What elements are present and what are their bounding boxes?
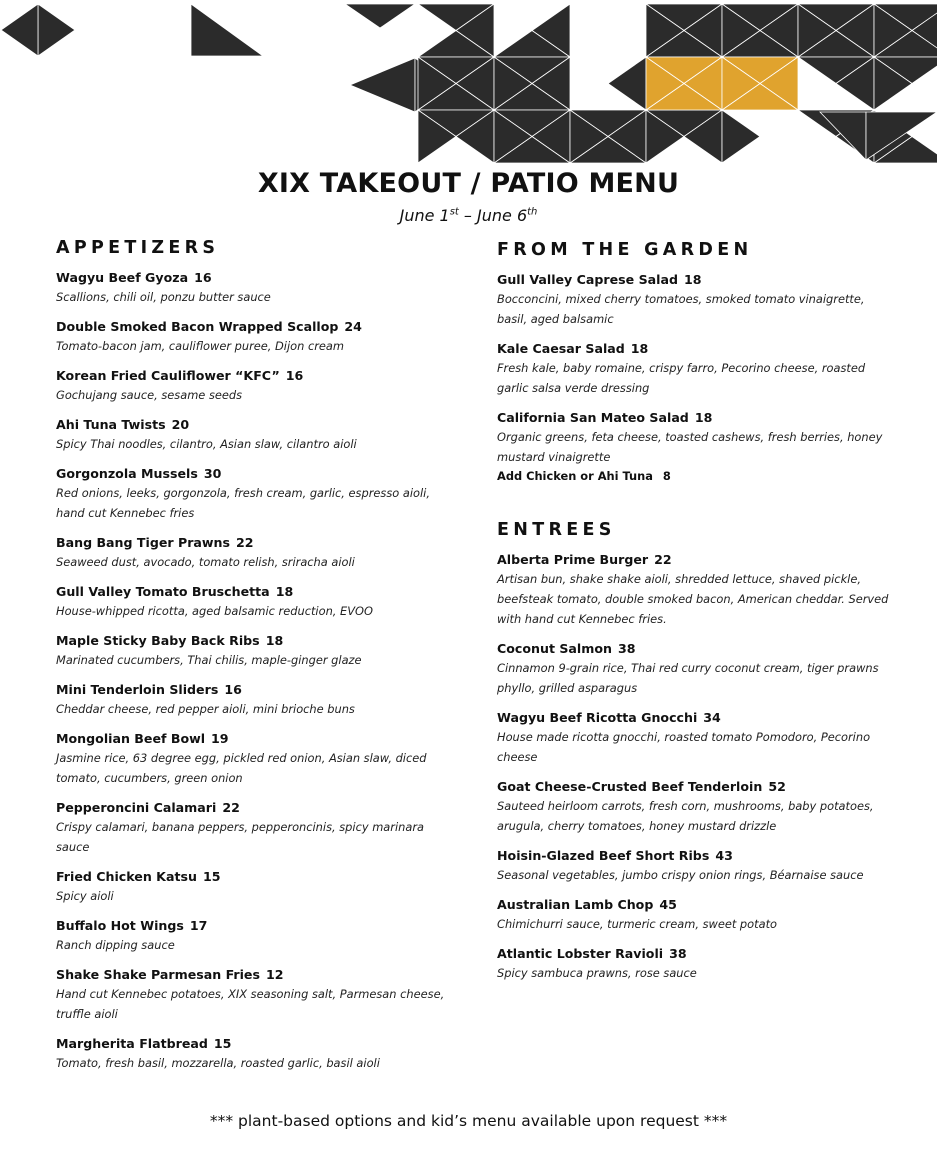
- section-heading-garden: FROM THE GARDEN: [497, 240, 753, 260]
- menu-item-name: Wagyu Beef Gyoza: [56, 270, 189, 285]
- menu-item-description: Ranch dipping sauce: [56, 938, 175, 952]
- menu-item-price: 22: [222, 800, 240, 815]
- menu-item-description: Jasmine rice, 63 degree egg, pickled red onion, Asian slaw, diced tomato, cucumbers, green onion: [56, 751, 427, 785]
- menu-item-price: 34: [703, 710, 721, 725]
- end-date: June 6: [477, 206, 528, 225]
- menu-item-name: Atlantic Lobster Ravioli: [497, 946, 664, 961]
- menu-item: [497, 778, 897, 836]
- menu-item: [56, 465, 456, 523]
- menu-item-title-line: [56, 534, 456, 552]
- menu-item: [56, 632, 456, 670]
- menu-item-description: Tomato-bacon jam, cauliflower puree, Dijon cream: [56, 339, 344, 353]
- addon-label: Add Chicken or Ahi Tuna: [497, 469, 653, 483]
- menu-title: XIX TAKEOUT / PATIO MENU: [257, 168, 680, 199]
- menu-item-title-line: [56, 1035, 456, 1053]
- menu-item-price: 18: [630, 341, 649, 356]
- footer-note: *** plant-based options and kid’s menu available upon request ***: [209, 1112, 728, 1130]
- menu-item-price: 19: [211, 731, 229, 746]
- menu-item-price: 45: [659, 897, 677, 912]
- start-date-suffix: st: [449, 206, 459, 218]
- menu-item-name: Maple Sticky Baby Back Ribs: [56, 633, 260, 648]
- menu-item-description: Seasonal vegetables, jumbo crispy onion rings, Béarnaise sauce: [497, 868, 864, 882]
- menu-item-description: Bocconcini, mixed cherry tomatoes, smoked tomato vinaigrette, basil, aged balsamic: [497, 292, 865, 326]
- menu-item-title-line: [497, 945, 897, 963]
- menu-item-description: Sauteed heirloom carrots, fresh corn, mushrooms, baby potatoes, arugula, cherry tomatoes, honey mustard drizzle: [497, 799, 874, 833]
- date-separator: –: [458, 206, 478, 225]
- menu-item-name: Bang Bang Tiger Prawns: [56, 535, 231, 550]
- section-heading-entrees: ENTREES: [497, 520, 616, 540]
- menu-item-description: Gochujang sauce, sesame seeds: [56, 388, 243, 402]
- menu-item-name: Double Smoked Bacon Wrapped Scallop: [56, 319, 339, 334]
- menu-item: [497, 709, 897, 767]
- menu-item-price: 17: [189, 918, 208, 933]
- menu-item-name: Margherita Flatbread: [56, 1036, 208, 1051]
- menu-item-name: Goat Cheese-Crusted Beef Tenderloin: [497, 779, 763, 794]
- menu-item-price: 16: [194, 270, 212, 285]
- menu-item-price: 12: [265, 967, 284, 982]
- menu-item: [56, 269, 456, 307]
- menu-item-description: Crispy calamari, banana peppers, pepperoncinis, spicy marinara sauce: [56, 820, 424, 854]
- menu-item-name: California San Mateo Salad: [497, 410, 689, 425]
- menu-item-name: Buffalo Hot Wings: [56, 918, 184, 933]
- menu-item-name: Gorgonzola Mussels: [56, 466, 198, 481]
- menu-item-description: Scallions, chili oil, ponzu butter sauce: [56, 290, 271, 304]
- menu-item-name: Hoisin-Glazed Beef Short Ribs: [497, 848, 710, 863]
- menu-item: [56, 868, 456, 906]
- menu-item-price: 24: [344, 319, 362, 334]
- menu-item: [497, 640, 897, 698]
- menu-item: [497, 896, 897, 934]
- decorative-triangle: [1, 4, 38, 56]
- menu-item-title-line: [56, 681, 456, 699]
- left-column: [56, 237, 456, 1073]
- menu-item: [56, 583, 456, 621]
- menu-item-price: 43: [715, 848, 733, 863]
- menu-item-name: Gull Valley Caprese Salad: [497, 272, 678, 287]
- menu-item: [56, 318, 456, 356]
- decorative-triangle: [722, 110, 760, 163]
- menu-dates: [0, 206, 937, 225]
- decorative-triangle: [820, 112, 866, 160]
- menu-item: [497, 409, 897, 467]
- menu-item-name: Fried Chicken Katsu: [56, 869, 197, 884]
- menu-item: [56, 367, 456, 405]
- menu-item: [56, 917, 456, 955]
- menu-item-price: 52: [768, 779, 786, 794]
- decorative-triangle: [608, 57, 646, 110]
- garden-list: [497, 271, 897, 467]
- menu-item-name: Korean Fried Cauliflower “KFC”: [56, 368, 280, 383]
- menu-item-price: 15: [213, 1036, 232, 1051]
- menu-item: [56, 799, 456, 857]
- menu-item-title-line: [56, 318, 456, 336]
- menu-item-name: Gull Valley Tomato Bruschetta: [56, 584, 270, 599]
- menu-item-title-line: [56, 730, 456, 748]
- menu-item-description: Cinnamon 9-grain rice, Thai red curry coconut cream, tiger prawns phyllo, grilled asparagus: [497, 661, 879, 695]
- menu-item-title-line: [497, 640, 897, 658]
- menu-item-title-line: [56, 583, 456, 601]
- menu-item: [497, 945, 897, 983]
- menu-item-title-line: [497, 340, 897, 358]
- menu-item-price: 15: [202, 869, 221, 884]
- menu-item-name: Wagyu Beef Ricotta Gnocchi: [497, 710, 698, 725]
- start-date: June 1: [399, 206, 450, 225]
- menu-item-name: Mongolian Beef Bowl: [56, 731, 206, 746]
- menu-item-name: Ahi Tuna Twists: [56, 417, 166, 432]
- menu-item-title-line: [56, 966, 456, 984]
- addon-line: [497, 467, 897, 485]
- menu-item-title-line: [497, 409, 897, 427]
- menu-item-name: Mini Tenderloin Sliders: [56, 682, 219, 697]
- menu-item-name: Pepperoncini Calamari: [56, 800, 217, 815]
- menu-item-price: 22: [654, 552, 672, 567]
- menu-item: [56, 681, 456, 719]
- menu-item-title-line: [497, 896, 897, 914]
- menu-item-price: 38: [669, 946, 687, 961]
- menu-item-price: 16: [285, 368, 304, 383]
- menu-item-title-line: [56, 632, 456, 650]
- appetizers-list: [56, 269, 456, 1073]
- menu-item-title-line: [56, 269, 456, 287]
- menu-item-price: 38: [617, 641, 636, 656]
- menu-item-description: Spicy Thai noodles, cilantro, Asian slaw, cilantro aioli: [56, 437, 357, 451]
- menu-item-title-line: [56, 868, 456, 886]
- menu-item-description: Chimichurri sauce, turmeric cream, sweet potato: [497, 917, 778, 931]
- menu-item: [497, 551, 897, 629]
- menu-item-name: Coconut Salmon: [497, 641, 612, 656]
- menu-item-title-line: [497, 551, 897, 569]
- menu-item-description: Seaweed dust, avocado, tomato relish, sriracha aioli: [56, 555, 355, 569]
- menu-item: [56, 966, 456, 1024]
- menu-item: [56, 1035, 456, 1073]
- menu-item-description: Spicy sambuca prawns, rose sauce: [497, 966, 697, 980]
- addon-price: 8: [662, 469, 671, 483]
- menu-item-title-line: [56, 917, 456, 935]
- menu-item-name: Kale Caesar Salad: [497, 341, 625, 356]
- decorative-triangle: [191, 4, 263, 56]
- menu-item-title-line: [56, 416, 456, 434]
- menu-item-price: 18: [694, 410, 713, 425]
- decorative-triangle: [345, 4, 415, 28]
- end-date-suffix: th: [527, 206, 538, 218]
- menu-item-description: Tomato, fresh basil, mozzarella, roasted garlic, basil aioli: [56, 1056, 380, 1070]
- menu-item-title-line: [56, 465, 456, 483]
- menu-item-price: 18: [275, 584, 294, 599]
- menu-item-price: 16: [224, 682, 242, 697]
- menu-item: [497, 271, 897, 329]
- menu-item: [56, 416, 456, 454]
- menu-item-title-line: [56, 367, 456, 385]
- menu-item: [497, 847, 897, 885]
- menu-item-title-line: [497, 709, 897, 727]
- section-heading-appetizers: APPETIZERS: [56, 238, 220, 258]
- menu-item-name: Shake Shake Parmesan Fries: [56, 967, 260, 982]
- entrees-list: [497, 551, 897, 983]
- menu-item-description: Cheddar cheese, red pepper aioli, mini brioche buns: [56, 702, 355, 716]
- menu-item-description: House-whipped ricotta, aged balsamic reduction, EVOO: [56, 604, 373, 618]
- menu-item: [497, 340, 897, 398]
- section-spacer: [497, 485, 897, 519]
- menu-item-description: House made ricotta gnocchi, roasted tomato Pomodoro, Pecorino cheese: [497, 730, 871, 764]
- menu-item-description: Hand cut Kennebec potatoes, XIX seasoning salt, Parmesan cheese, truffle aioli: [56, 987, 445, 1021]
- menu-item-description: Red onions, leeks, gorgonzola, fresh cream, garlic, espresso aioli, hand cut Kennebec fries: [56, 486, 430, 520]
- menu-item-title-line: [56, 799, 456, 817]
- menu-item-description: Artisan bun, shake shake aioli, shredded lettuce, shaved pickle, beefsteak tomato, double smoked bacon, American cheddar. Served with hand cut Kennebec fries.: [497, 572, 889, 626]
- menu-item-price: 20: [171, 417, 190, 432]
- menu-item-description: Spicy aioli: [56, 889, 114, 903]
- menu-item: [56, 730, 456, 788]
- menu-item-title-line: [497, 271, 897, 289]
- decorative-triangle: [38, 4, 75, 56]
- menu-item-price: 18: [265, 633, 284, 648]
- menu-item-title-line: [497, 847, 897, 865]
- geometric-triangle-banner: [0, 0, 937, 165]
- menu-item-price: 22: [236, 535, 254, 550]
- menu-item-description: Organic greens, feta cheese, toasted cashews, fresh berries, honey mustard vinaigrette: [497, 430, 883, 464]
- menu-item: [56, 534, 456, 572]
- menu-item-description: Fresh kale, baby romaine, crispy farro, Pecorino cheese, roasted garlic salsa verde dressing: [497, 361, 866, 395]
- right-column: [497, 239, 897, 983]
- menu-item-title-line: [497, 778, 897, 796]
- menu-item-price: 18: [683, 272, 702, 287]
- menu-item-price: 30: [203, 466, 222, 481]
- menu-item-name: Alberta Prime Burger: [497, 552, 649, 567]
- menu-item-description: Marinated cucumbers, Thai chilis, maple-ginger glaze: [56, 653, 362, 667]
- menu-item-name: Australian Lamb Chop: [497, 897, 654, 912]
- decorative-triangle: [350, 58, 415, 112]
